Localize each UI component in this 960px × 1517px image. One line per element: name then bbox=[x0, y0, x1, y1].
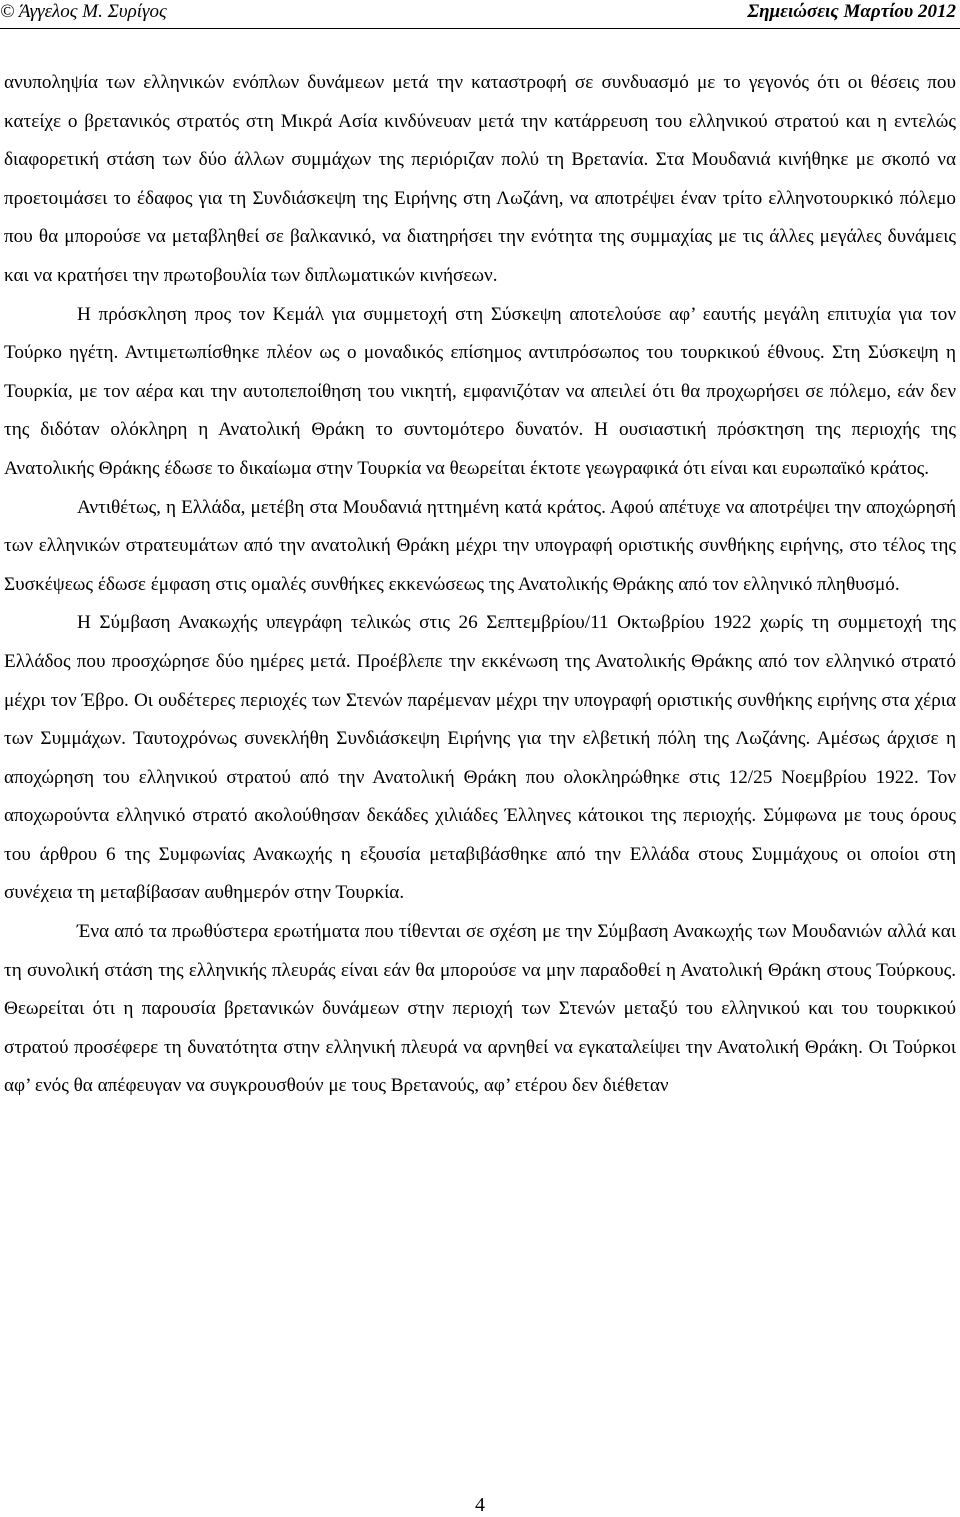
page-header bbox=[0, 0, 960, 26]
header-author: © Άγγελος Μ. Συρίγος bbox=[0, 1, 167, 22]
paragraph-2: Η πρόσκληση προς τον Κεμάλ για συμμετοχή στη Σύσκεψη αποτελούσε αφ’ εαυτής μεγάλη επιτυχία για τον Τούρκο ηγέτη. Αντιμετωπίσθηκε πλέον ως ο μοναδικός επίσημος αντιπρόσωπος του τουρκικού έθνους. Στη Σύσκεψη η Τουρκία, με τον αέρα και την αυτοπεποίθηση του νικητή, εμφανιζόταν να απειλεί ότι θα προχωρήσει σε πόλεμο, εάν δεν της διδόταν ολόκληρη η Ανατολική Θράκη το συντομότερο δυνατόν. Η ουσιαστική πρόσκτηση της περιοχής της Ανατολικής Θράκης έδωσε το δικαίωμα στην Τουρκία να θεωρείται έκτοτε γεωγραφικά ότι είναι και ευρωπαϊκό κράτος. bbox=[4, 303, 956, 479]
page-number: 4 bbox=[475, 1494, 485, 1516]
paragraph-4: Η Σύμβαση Ανακωχής υπεγράφη τελικώς στις 26 Σεπτεμβρίου/11 Οκτωβρίου 1922 χωρίς τη συμμετοχή της Ελλάδος που προσχώρησε δύο ημέρες μετά. Προέβλεπε την εκκένωση της Ανατολικής Θράκης από τον ελληνικό στρατό μέχρι τον Έβρο. Οι ουδέτερες περιοχές των Στενών παρέμεναν μέχρι την υπογραφή οριστικής συνθήκης ειρήνης στα χέρια των Συμμάχων. Ταυτοχρόνως συνεκλήθη Συνδιάσκεψη Ειρήνης για την ελβετική πόλη της Λωζάνης. Αμέσως άρχισε η αποχώρηση του ελληνικού στρατού από την Ανατολική Θράκη που ολοκληρώθηκε στις 12/25 Νοεμβρίου 1922. Τον αποχωρούντα ελληνικό στρατό ακολούθησαν δεκάδες χιλιάδες Έλληνες κάτοικοι της περιοχής. Σύμφωνα με τους όρους του άρθρου 6 της Συμφωνίας Ανακωχής η εξουσία μεταβιβάσθηκε από την Ελλάδα στους Συμμάχους οι οποίοι στη συνέχεια τη μεταβίβασαν αυθημερόν στην Τουρκία. bbox=[4, 612, 956, 904]
header-divider bbox=[0, 28, 960, 29]
document-body bbox=[4, 64, 956, 1106]
paragraph-1: ανυποληψία των ελληνικών ενόπλων δυνάμεων μετά την καταστροφή σε συνδυασμό με το γεγονός ότι οι θέσεις που κατείχε ο βρετανικός στρατός στη Μικρά Ασία κινδύνευαν μετά την κατάρρευση του ελληνικού στρατού και η εντελώς διαφορετική στάση των δύο άλλων συμμάχων της περιόριζαν πολύ τη Βρετανία. Στα Μουδανιά κινήθηκε με σκοπό να προετοιμάσει το έδαφος για τη Συνδιάσκεψη της Ειρήνης στη Λωζάνη, να αποτρέψει έναν τρίτο ελληνοτουρκικό πόλεμο που θα μπορούσε να μεταβληθεί σε βαλκανικό, να διατηρήσει την ενότητα της συμμαχίας με τις άλλες μεγάλες δυνάμεις και να κρατήσει την πρωτοβουλία των διπλωματικών κινήσεων. bbox=[4, 72, 956, 286]
paragraph-3: Αντιθέτως, η Ελλάδα, μετέβη στα Μουδανιά ηττημένη κατά κράτος. Αφού απέτυχε να αποτρέψει την αποχώρησή των ελληνικών στρατευμάτων από την ανατολική Θράκη μέχρι την υπογραφή οριστικής συνθήκης ειρήνης, στο τέλος της Συσκέψεως έδωσε έμφαση στις ομαλές συνθήκες εκκενώσεως της Ανατολικής Θράκης από τον ελληνικό πληθυσμό. bbox=[4, 496, 956, 595]
header-title: Σημειώσεις Μαρτίου 2012 bbox=[747, 1, 956, 22]
paragraph-5: Ένα από τα πρωθύστερα ερωτήματα που τίθενται σε σχέση με την Σύμβαση Ανακωχής των Μουδανιών αλλά και τη συνολική στάση της ελληνικής πλευράς είναι εάν θα μπορούσε να μην παραδοθεί η Ανατολική Θράκη στους Τούρκους. Θεωρείται ότι η παρουσία βρετανικών δυνάμεων στην περιοχή των Στενών μεταξύ του ελληνικού και του τουρκικού στρατού προσέφερε τη δυνατότητα στην ελληνική πλευρά να αρνηθεί να εγκαταλείψει την Ανατολική Θράκη. Οι Τούρκοι αφ’ ενός θα απέφευγαν να συγκρουσθούν με τους Βρετανούς, αφ’ ετέρου δεν διέθεταν bbox=[4, 921, 956, 1097]
